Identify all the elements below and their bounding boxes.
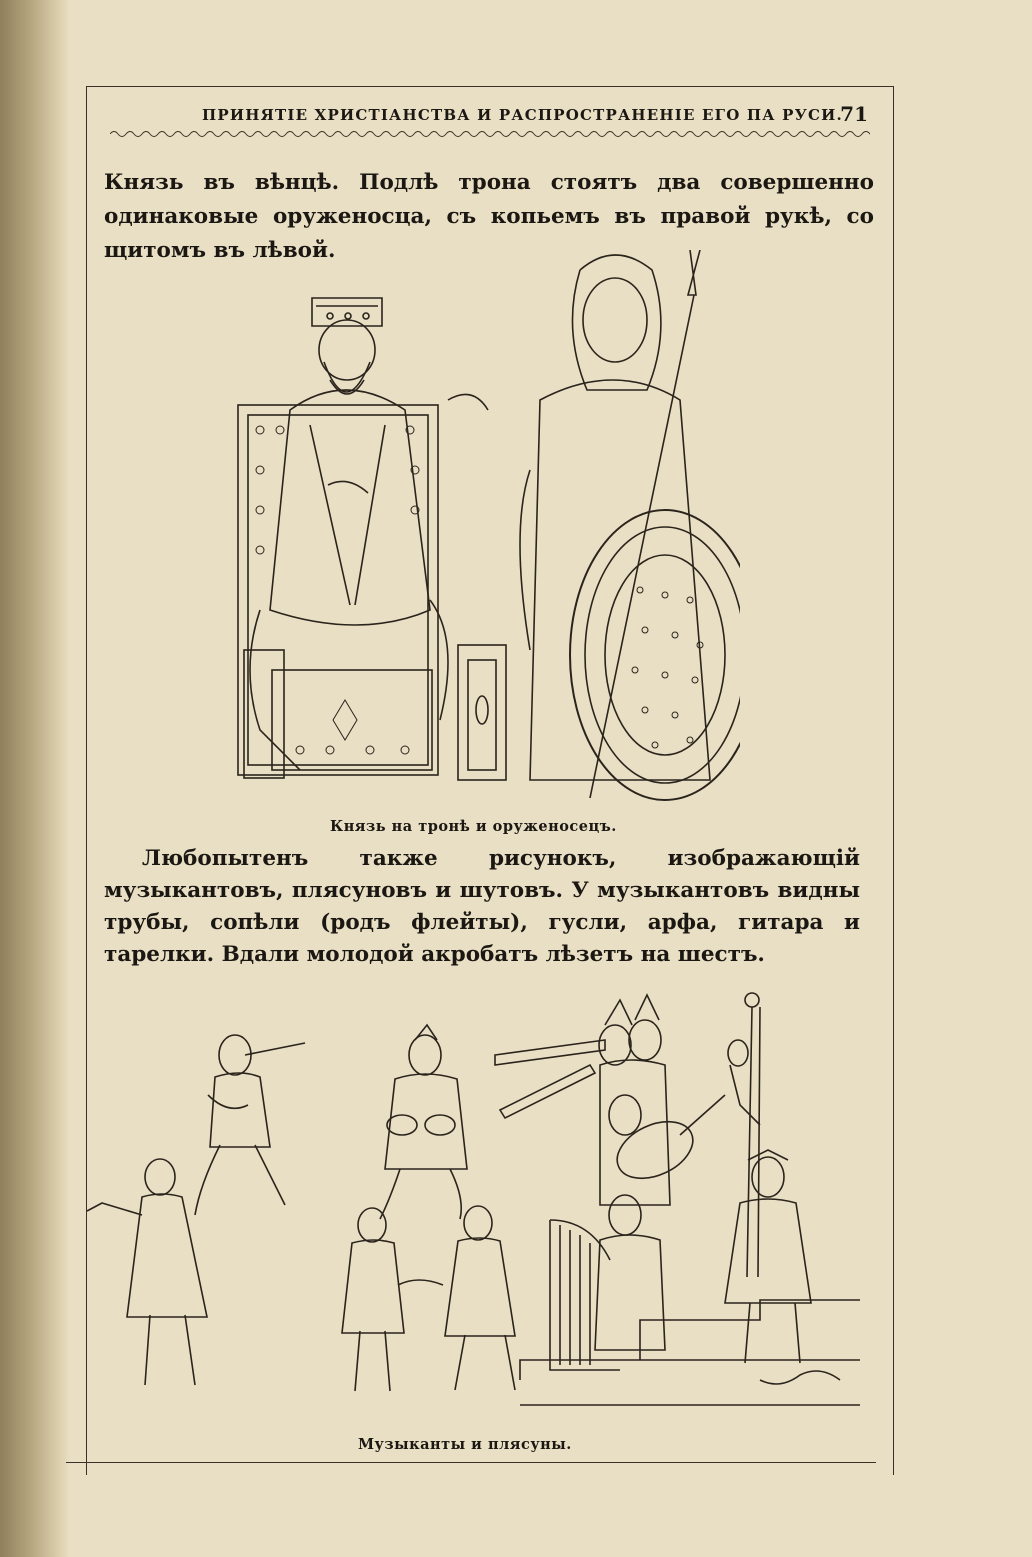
trumpet-players xyxy=(495,995,670,1205)
page-frame-bottom-rule xyxy=(66,1462,876,1463)
bearer-face xyxy=(583,278,647,362)
acrobat-pole xyxy=(728,993,760,1277)
prince-throne-illustration xyxy=(220,250,740,810)
intro-caption: Князь въ вѣнцѣ. Подлѣ трона стоятъ два совершенно одинаковые оруженосца, съ копьемъ въ правой рукѣ, со щитомъ въ лѣвой. xyxy=(104,170,874,263)
musicians-dancers-illustration xyxy=(80,985,870,1425)
stage-steps xyxy=(520,1300,860,1405)
running-title: ПРИНЯТІЕ ХРИСТІАНСТВА И РАСПРОСТРАНЕНІЕ ЕГО ПА РУСИ. xyxy=(202,106,843,124)
prince-crown xyxy=(312,298,382,326)
wavy-rule xyxy=(110,128,870,140)
cymbal-dancer xyxy=(380,1025,467,1219)
throne-back xyxy=(238,405,438,775)
body-paragraph: Любопытенъ также рисунокъ, изображающій музыкантовъ, плясуновъ и шутовъ. У музыкантовъ видны трубы, сопѣли (родъ флейты), гусли, арфа, гитара и тарелки. Вдали молодой акробатъ лѣзетъ на шестъ. xyxy=(104,846,860,967)
flute-player xyxy=(195,1035,305,1215)
dancer-left xyxy=(87,1159,207,1385)
book-spine-shadow xyxy=(0,0,70,1557)
figure2-caption: Музыканты и плясуны. xyxy=(358,1436,572,1453)
figure1-caption: Князь на тронѣ и оруженосецъ. xyxy=(330,818,617,835)
standing-figure-right xyxy=(725,1150,811,1363)
page-number: 71 xyxy=(840,102,868,126)
harp-player xyxy=(550,1195,665,1370)
prince-robe xyxy=(270,390,430,625)
dancers-pair xyxy=(342,1206,515,1391)
